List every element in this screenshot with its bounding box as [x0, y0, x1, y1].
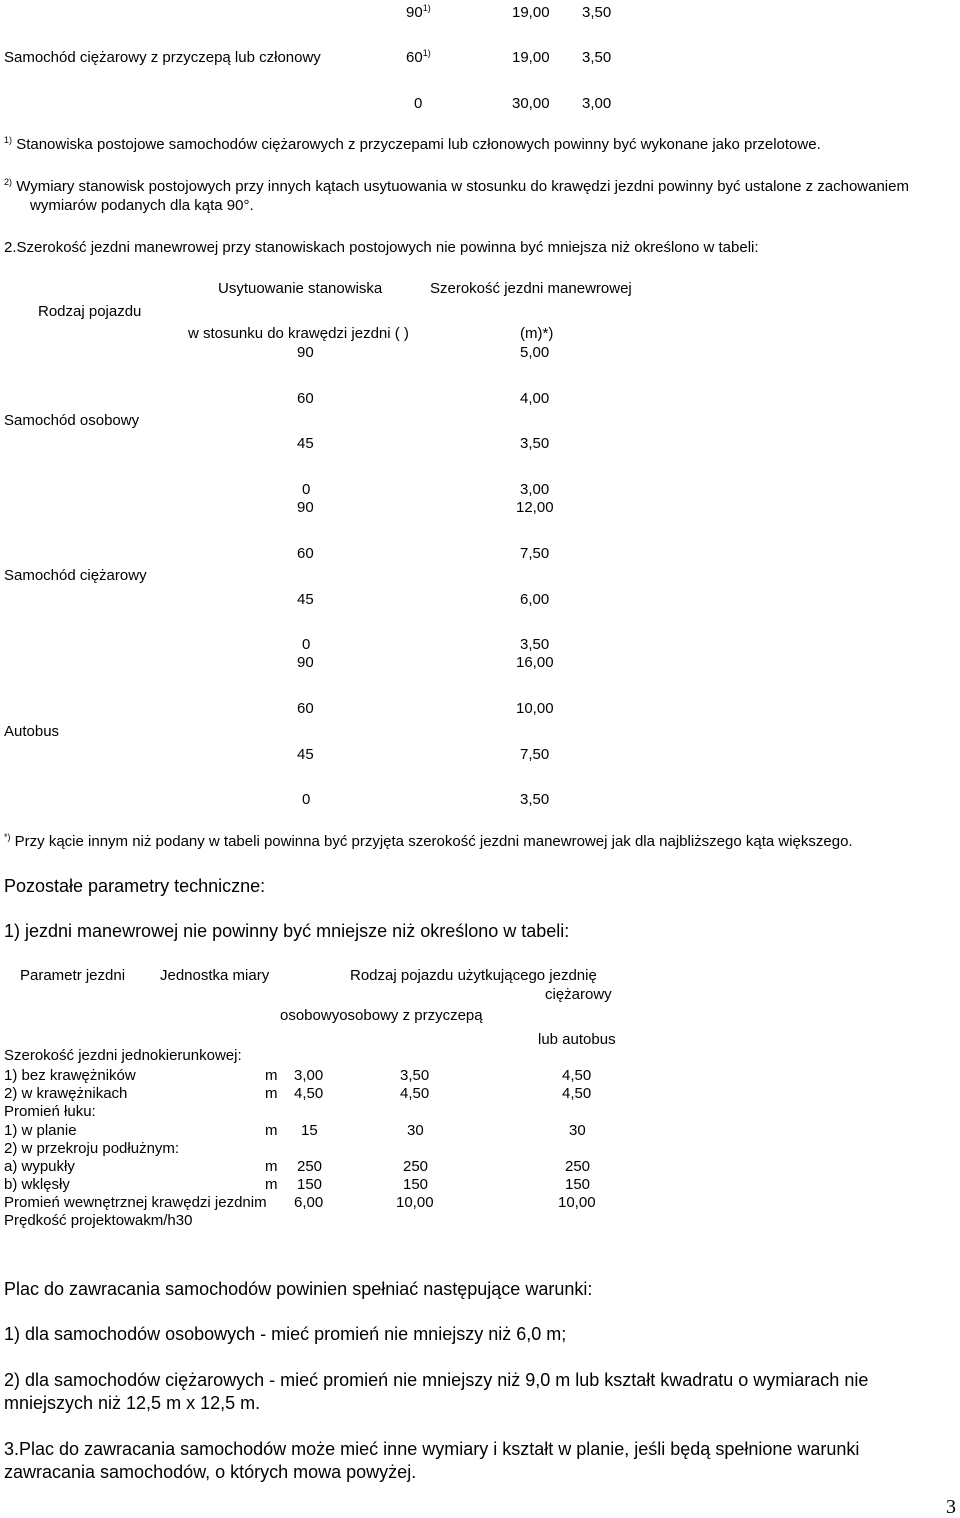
header-param: Parametr jezdni: [20, 967, 126, 984]
top-value-1: 19,00: [512, 49, 550, 66]
param-row-truck: 150: [565, 1176, 591, 1193]
turnaround-point-2: 2) dla samochodów ciężarowych - mieć promień nie mniejszy niż 9,0 m lub kształt kwadratu o wymiarach nie: [4, 1370, 869, 1390]
width-cell: 3,50: [520, 636, 550, 653]
width-cell: 7,50: [520, 746, 550, 763]
header-bus: lub autobus: [538, 1031, 616, 1048]
param-row-label: b) wklęsły: [4, 1176, 70, 1193]
angle-cell: 60: [297, 700, 314, 717]
width-cell: 3,50: [520, 435, 550, 452]
param-row-label: Promień łuku:: [4, 1103, 96, 1120]
header-unit: Jednostka miary: [160, 967, 270, 984]
width-cell: 6,00: [520, 591, 550, 608]
angle-cell: 0: [302, 636, 311, 653]
param-row-car-trailer: 10,00: [396, 1194, 434, 1211]
top-value-1: 19,00: [512, 4, 550, 21]
angle-cell: 90: [297, 654, 314, 671]
angle-cell: 90: [297, 499, 314, 516]
param-row-truck: 4,50: [562, 1067, 592, 1084]
param-row-car: 6,00: [294, 1194, 324, 1211]
col-header-vehicle: Rodzaj pojazdu: [38, 303, 142, 320]
header-vehicle-type: Rodzaj pojazdu użytkującego jezdnię: [350, 967, 597, 984]
vehicle-label: Samochód ciężarowy: [4, 567, 147, 584]
top-value-2: 3,00: [582, 95, 612, 112]
angle-cell: 60: [297, 545, 314, 562]
param-row-label: 2) w krawężnikach: [4, 1085, 128, 1102]
param-row-truck: 30: [569, 1122, 586, 1139]
param-row-car: 3,00: [294, 1067, 324, 1084]
footnote-1: $^{1)}$ Stanowiska postojowe samochodów ciężarowych z przyczepami lub członowych powinny być wykonane jako przelotowe.: [4, 135, 821, 153]
param-row-car-trailer: 150: [403, 1176, 429, 1193]
col-header-position-sub: w stosunku do krawędzi jezdni ( ): [188, 325, 409, 342]
param-row-car-trailer: 30: [407, 1122, 424, 1139]
width-cell: 7,50: [520, 545, 550, 562]
param-row-car-trailer: 3,50: [400, 1067, 430, 1084]
param-row-truck: 4,50: [562, 1085, 592, 1102]
param-row-car-trailer: 4,50: [400, 1085, 430, 1102]
param-row-label: 2) w przekroju podłużnym:: [4, 1140, 180, 1157]
param-row-unit: m: [265, 1085, 278, 1102]
param-row-label: Szerokość jezdni jednokierunkowej:: [4, 1047, 242, 1064]
angle-cell: 90: [297, 344, 314, 361]
params-heading: Pozostałe parametry techniczne:: [4, 876, 266, 896]
width-cell: 12,00: [516, 499, 554, 516]
width-cell: 4,00: [520, 390, 550, 407]
angle-cell: 0: [302, 481, 311, 498]
param-row-car: 150: [297, 1176, 323, 1193]
width-cell: 10,00: [516, 700, 554, 717]
top-value-1: 30,00: [512, 95, 550, 112]
width-cell: 3,50: [520, 791, 550, 808]
page-number: 3: [946, 1496, 956, 1518]
param-row-label: 1) w planie: [4, 1122, 77, 1139]
angle-cell: 45: [297, 435, 314, 452]
angle-cell: 0: [302, 791, 311, 808]
width-cell: 5,00: [520, 344, 550, 361]
param-row-car: 15: [301, 1122, 318, 1139]
param-row-label: 1) bez krawężników: [4, 1067, 136, 1084]
table-footnote: *) Przy kącie innym niż podany w tabeli powinna być przyjęta szerokość jezdni manewrowej jak dla najbliższego kąta większego.: [4, 832, 853, 850]
turnaround-point-2-cont: mniejszych niż 12,5 m x 12,5 m.: [4, 1393, 261, 1413]
turnaround-point-3-cont: zawracania samochodów, o których mowa powyżej.: [4, 1462, 417, 1482]
top-vehicle-label: Samochód ciężarowy z przyczepą lub członowy: [4, 49, 321, 66]
turnaround-point-3: 3.Plac do zawracania samochodów może mieć inne wymiary i kształt w planie, jeśli będą spełnione warunki: [4, 1439, 860, 1459]
col-header-width-sub: (m)*): [520, 325, 554, 342]
param-row-unit: m: [265, 1158, 278, 1175]
param-row-truck: 10,00: [558, 1194, 596, 1211]
col-header-position: Usytuowanie stanowiska: [218, 280, 383, 297]
params-subheading: 1) jezdni manewrowej nie powinny być mniejsze niż określono w tabeli:: [4, 921, 570, 941]
param-row-label: a) wypukły: [4, 1158, 75, 1175]
turnaround-heading: Plac do zawracania samochodów powinien spełniać następujące warunki:: [4, 1279, 593, 1299]
top-angle-90: 90$^{1)}$: [406, 3, 431, 21]
footnote-2-cont: wymiarów podanych dla kąta 90°.: [30, 197, 254, 214]
param-row-truck: 250: [565, 1158, 591, 1175]
turnaround-point-1: 1) dla samochodów osobowych - mieć promień nie mniejszy niż 6,0 m;: [4, 1324, 567, 1344]
vehicle-label: Samochód osobowy: [4, 412, 140, 429]
param-row-car-trailer: 250: [403, 1158, 429, 1175]
param-row-car: 4,50: [294, 1085, 324, 1102]
top-angle-0: 0: [414, 95, 423, 112]
param-row-unit: m: [265, 1176, 278, 1193]
angle-cell: 45: [297, 591, 314, 608]
section2-heading: 2.Szerokość jezdni manewrowej przy stanowiskach postojowych nie powinna być mniejsza niż określono w tabeli:: [4, 239, 759, 256]
header-car: osobowyosobowy z przyczepą: [280, 1007, 483, 1024]
header-truck: ciężarowy: [545, 986, 612, 1003]
footnote-2: $^{2)}$ Wymiary stanowisk postojowych przy innych kątach usytuowania w stosunku do krawędzi jezdni powinny być ustalone z zachowaniem: [4, 177, 909, 195]
vehicle-label: Autobus: [4, 723, 60, 740]
param-row-unit: m: [265, 1067, 278, 1084]
width-cell: 16,00: [516, 654, 554, 671]
param-row-label: Promień wewnętrznej krawędzi jezdnim: [4, 1194, 267, 1211]
top-angle-60: 60$^{1)}$: [406, 48, 431, 66]
angle-cell: 60: [297, 390, 314, 407]
col-header-width: Szerokość jezdni manewrowej: [430, 280, 632, 297]
param-row-unit: m: [265, 1122, 278, 1139]
top-value-2: 3,50: [582, 4, 612, 21]
param-row-label: Prędkość projektowakm/h30: [4, 1212, 193, 1229]
top-value-2: 3,50: [582, 49, 612, 66]
width-cell: 3,00: [520, 481, 550, 498]
param-row-car: 250: [297, 1158, 323, 1175]
angle-cell: 45: [297, 746, 314, 763]
